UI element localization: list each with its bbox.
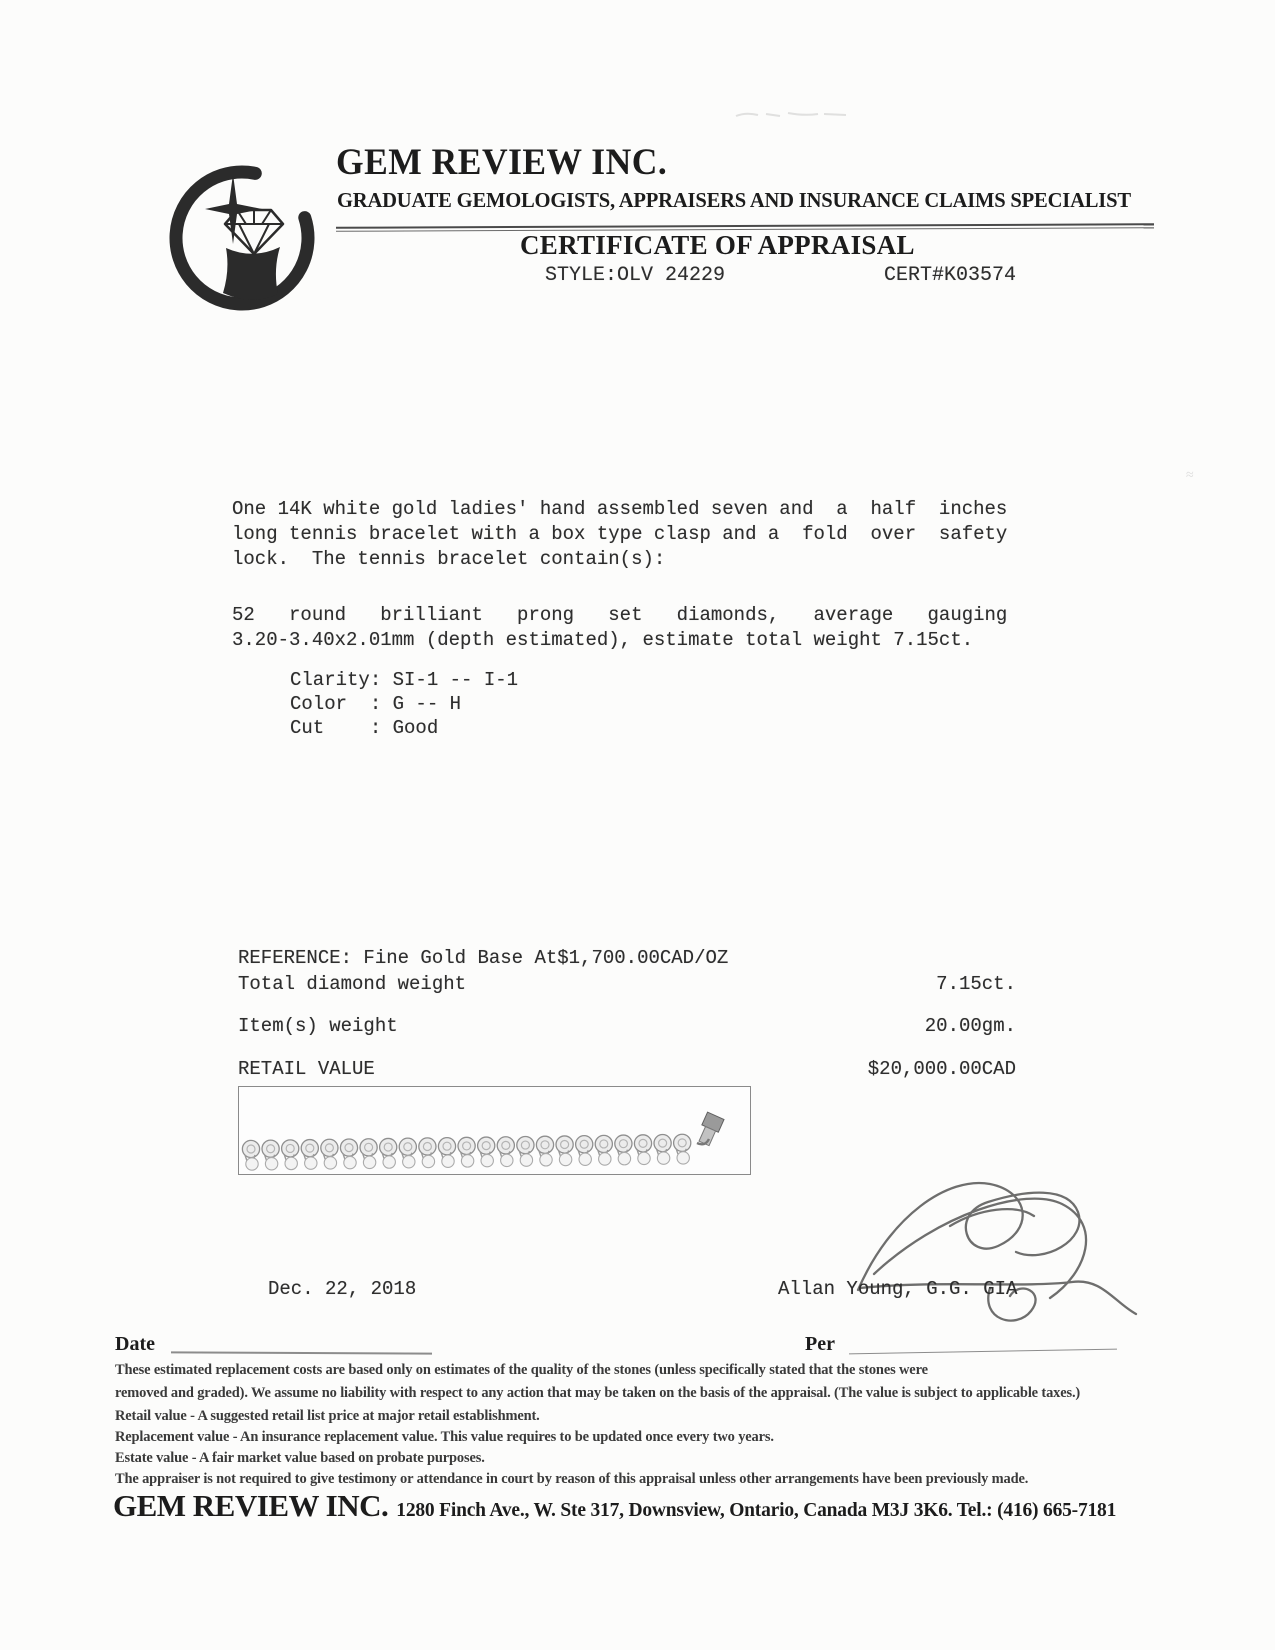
- appraiser-name: Allan Young, G.G. GIA: [778, 1278, 1018, 1300]
- footer-company-name: GEM REVIEW INC.: [113, 1488, 389, 1523]
- description-line: lock. The tennis bracelet contain(s):: [232, 548, 666, 570]
- valuation-label: Total diamond weight: [238, 973, 467, 995]
- disclaimer-line: Estate value - A fair market value based on probate purposes.: [115, 1450, 485, 1466]
- color-line: Color : G -- H: [290, 693, 462, 715]
- diamond-line: 3.20-3.40x2.01mm (depth estimated), estimate total weight 7.15ct.: [232, 629, 974, 651]
- disclaimer-line: Retail value - A suggested retail list price at major retail establishment.: [115, 1408, 540, 1424]
- appraisal-date: Dec. 22, 2018: [268, 1278, 417, 1300]
- disclaimer-line: removed and graded). We assume no liability with respect to any action that may be taken on the basis of the appraisal. (The value is subject to applicable taxes.): [115, 1385, 1081, 1401]
- date-label: Date: [115, 1333, 155, 1355]
- valuation-value: 7.15ct.: [936, 973, 1016, 995]
- diamond-tennis-bracelet-image: [239, 1087, 750, 1174]
- per-label: Per: [805, 1333, 835, 1355]
- description-line: long tennis bracelet with a box type clasp and a fold over safety: [232, 523, 1008, 545]
- grading-block: [290, 668, 518, 740]
- cert-number: CERT#K03574: [884, 264, 1017, 287]
- company-name: GEM REVIEW INC.: [336, 142, 668, 183]
- style-number: STYLE:OLV 24229: [545, 264, 726, 287]
- diamond-line: 52 round brilliant prong set diamonds, average gauging: [232, 604, 1008, 626]
- cut-line: Cut : Good: [290, 717, 439, 739]
- valuation-label: RETAIL VALUE: [238, 1058, 375, 1080]
- faint-scan-mark: [730, 104, 860, 126]
- bracelet-photo: [238, 1086, 751, 1175]
- valuation-value: 20.00gm.: [924, 1015, 1016, 1037]
- description-line: One 14K white gold ladies' hand assembled seven and a half inches: [232, 498, 1008, 520]
- footer-address: 1280 Finch Ave., W. Ste 317, Downsview, Ontario, Canada M3J 3K6. Tel.: (416) 665-7181: [396, 1500, 1117, 1521]
- faint-scan-mark: ≈: [1186, 468, 1194, 483]
- disclaimer-line: The appraiser is not required to give testimony or attendance in court by reason of this appraisal unless other arrangements have been previously made.: [115, 1471, 1029, 1487]
- valuation-value: $20,000.00CAD: [867, 1058, 1016, 1080]
- company-tagline: GRADUATE GEMOLOGISTS, APPRAISERS AND INSURANCE CLAIMS SPECIALIST: [337, 188, 1131, 212]
- reference-line: REFERENCE: Fine Gold Base At$1,700.00CAD/OZ: [238, 947, 729, 969]
- disclaimer: [115, 1362, 1090, 1488]
- certificate-title: CERTIFICATE OF APPRAISAL: [520, 230, 915, 260]
- disclaimer-line: These estimated replacement costs are based only on estimates of the quality of the stones (unless specifically stated that the stones were: [115, 1362, 928, 1378]
- disclaimer-line: Replacement value - An insurance replacement value. This value requires to be updated once every two years.: [115, 1429, 774, 1445]
- gem-review-logo-icon: [160, 146, 324, 324]
- valuation-label: Item(s) weight: [238, 1015, 398, 1037]
- item-description: [232, 497, 1007, 572]
- diamond-details: [232, 603, 1007, 653]
- footer: [113, 1488, 1116, 1524]
- handwritten-signature: [830, 1168, 1150, 1358]
- clarity-line: Clarity: SI-1 -- I-1: [290, 669, 519, 691]
- date-signature-line: [171, 1351, 432, 1354]
